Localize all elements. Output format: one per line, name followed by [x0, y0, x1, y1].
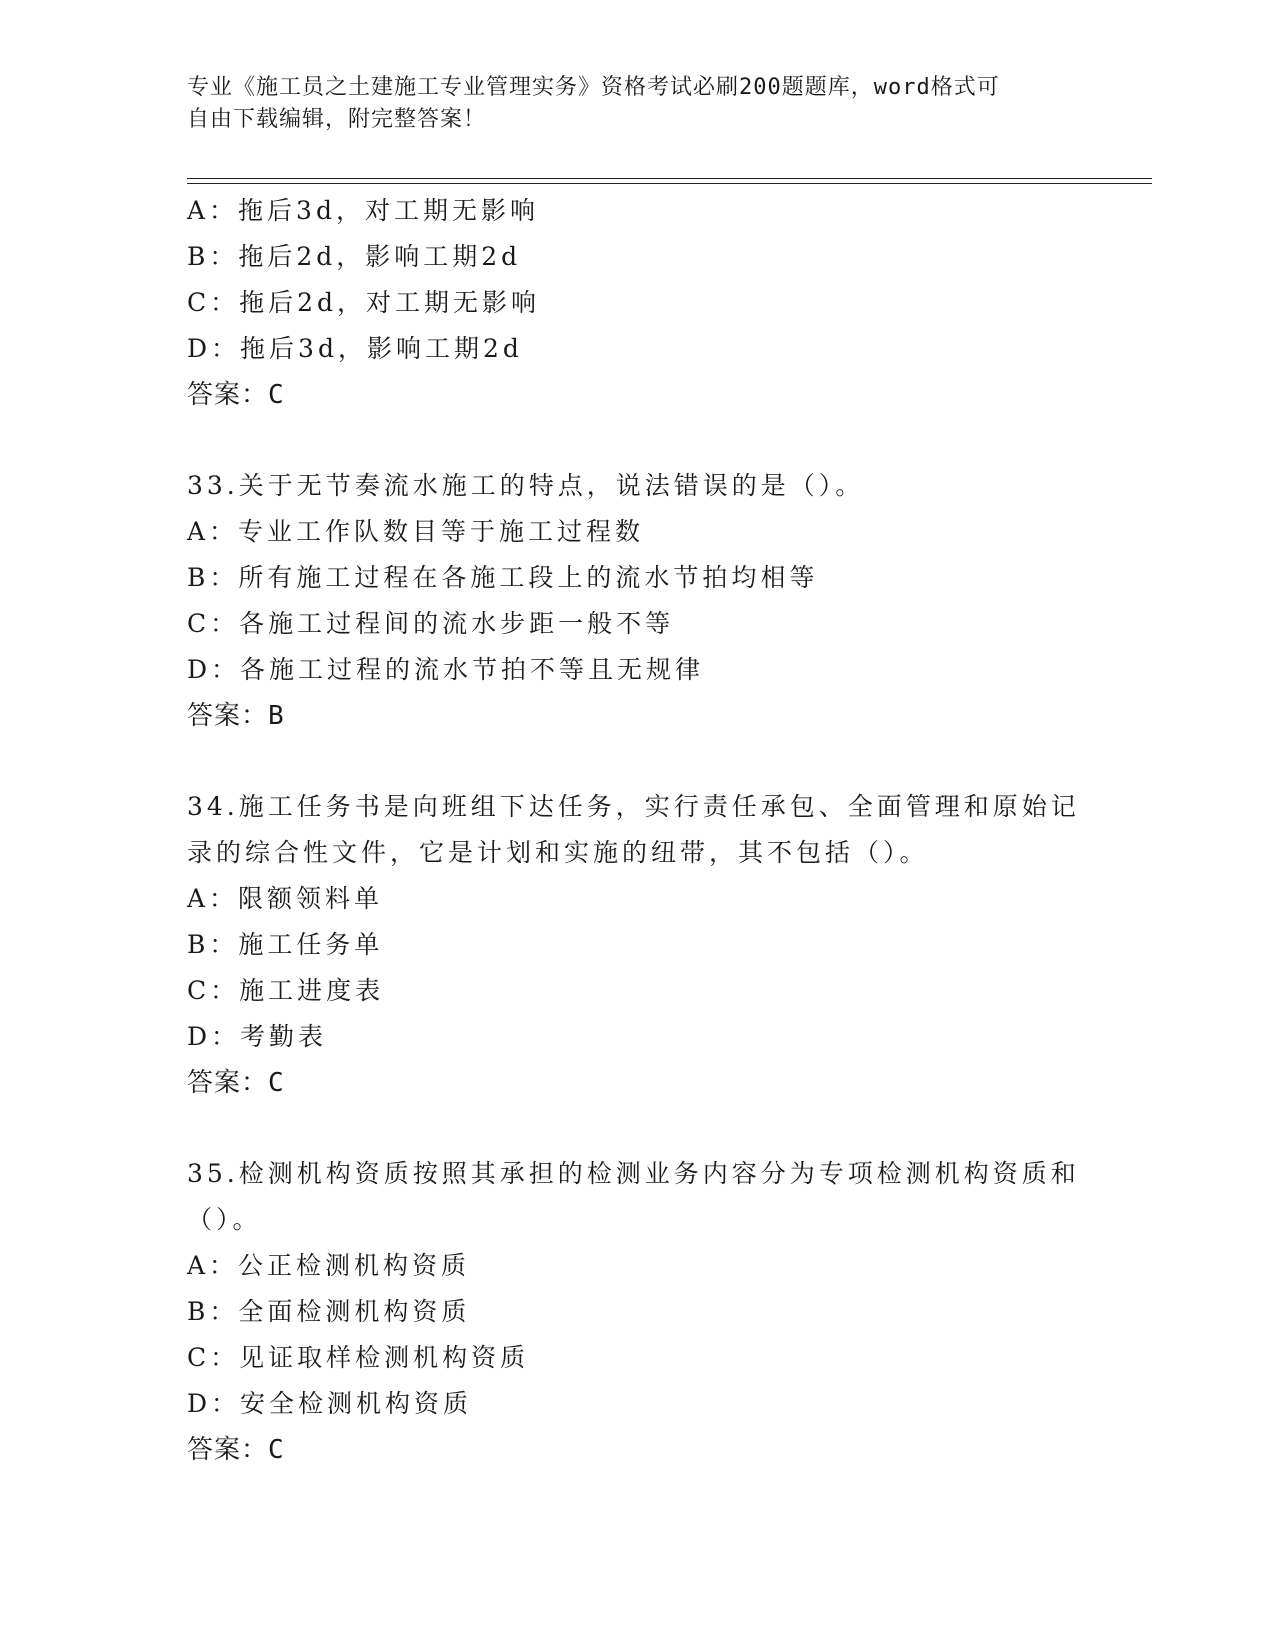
option-d: D：安全检测机构资质	[187, 1389, 473, 1418]
question-stem-continued: 录的综合性文件，它是计划和实施的纽带，其不包括（）。	[187, 838, 929, 867]
question-stem: 33.关于无节奏流水施工的特点，说法错误的是（）。	[187, 471, 865, 500]
option-d: D：各施工过程的流水节拍不等且无规律	[187, 655, 705, 684]
option-c: C：施工进度表	[187, 976, 385, 1005]
answer: 答案：C	[187, 1068, 285, 1098]
option-b: B：全面检测机构资质	[187, 1297, 471, 1326]
option-c: C：各施工过程间的流水步距一般不等	[187, 609, 675, 638]
answer: 答案：C	[187, 1435, 285, 1465]
spacer	[187, 1106, 1087, 1151]
spacer	[187, 739, 1087, 784]
option-a: A：专业工作队数目等于施工过程数	[187, 517, 645, 546]
question-stem: 35.检测机构资质按照其承担的检测业务内容分为专项检测机构资质和	[187, 1159, 1080, 1188]
document-header	[187, 72, 1067, 136]
header-rule-bottom	[187, 183, 1152, 184]
question-stem-continued: （）。	[187, 1205, 262, 1234]
question-35	[187, 1151, 1087, 1473]
header-rule-top	[187, 178, 1152, 179]
option-c: C：见证取样检测机构资质	[187, 1343, 530, 1372]
answer: 答案：B	[187, 701, 285, 731]
option-b: B：施工任务单	[187, 930, 384, 959]
header-line-1: 专业《施工员之土建施工专业管理实务》资格考试必刷200题题库，word格式可	[187, 75, 1000, 100]
question-34	[187, 784, 1087, 1106]
option-b: B：所有施工过程在各施工段上的流水节拍均相等	[187, 563, 819, 592]
spacer	[187, 418, 1087, 463]
header-line-2: 自由下载编辑，附完整答案！	[187, 107, 487, 132]
option-d: D：考勤表	[187, 1022, 328, 1051]
option-a: A：拖后3d，对工期无影响	[187, 196, 539, 225]
option-b: B：拖后2d，影响工期2d	[187, 242, 522, 271]
question-32	[187, 188, 1087, 418]
answer: 答案：C	[187, 380, 285, 410]
option-d: D：拖后3d，影响工期2d	[187, 334, 523, 363]
option-c: C：拖后2d，对工期无影响	[187, 288, 541, 317]
question-list	[187, 188, 1087, 1473]
option-a: A：公正检测机构资质	[187, 1251, 471, 1280]
question-33	[187, 463, 1087, 739]
question-stem: 34.施工任务书是向班组下达任务，实行责任承包、全面管理和原始记	[187, 792, 1080, 821]
option-a: A：限额领料单	[187, 884, 384, 913]
